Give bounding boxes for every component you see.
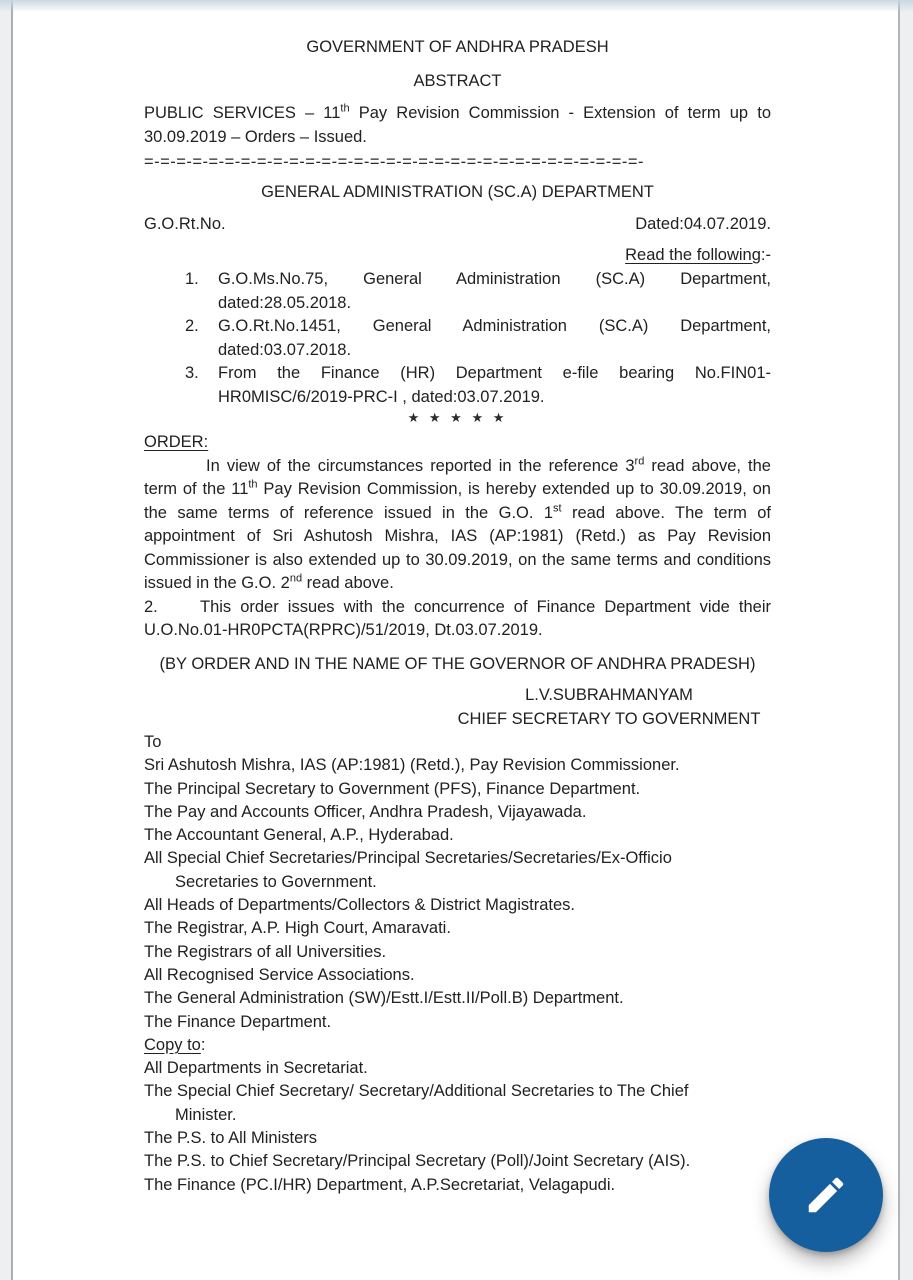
go-number-label: G.O.Rt.No. — [144, 215, 226, 233]
address-line: The General Administration (SW)/Estt.I/Estt.II/Poll.B) Department. — [144, 989, 624, 1008]
address-line: The P.S. to Chief Secretary/Principal Secretary (Poll)/Joint Secretary (AIS). — [144, 1152, 691, 1171]
page-left-margin — [0, 0, 13, 1280]
order-paragraph-2 — [144, 596, 771, 643]
edit-button[interactable] — [769, 1138, 883, 1252]
reference-number: 2. — [185, 317, 199, 335]
order-heading — [144, 431, 771, 455]
read-following-suffix: :- — [760, 245, 771, 264]
body-text: Pay Revision Commission, is hereby extended up to 30.09.2019, on the same terms of reference issued in the G.O. 1 — [144, 480, 771, 522]
reference-text: From the Finance (HR) Department e-file bearing No.FIN01-HR0MISC/6/2019-PRC-I , dated:03.07.2019. — [218, 364, 771, 406]
address-line: All Recognised Service Associations. — [144, 965, 415, 984]
read-following-label: Read the following — [625, 245, 761, 264]
address-line: The Registrars of all Universities. — [144, 942, 387, 961]
copy-to-suffix: : — [200, 1035, 206, 1054]
address-line: Sri Ashutosh Mishra, IAS (AP:1981) (Retd.), Pay Revision Commissioner. — [144, 756, 680, 775]
read-following-line — [144, 244, 771, 268]
ordinal-sup: rd — [634, 455, 645, 467]
address-line: All Heads of Departments/Collectors & District Magistrates. — [144, 896, 575, 915]
ordinal-sup: th — [340, 102, 350, 115]
document-page — [144, 36, 771, 1197]
ordinal-sup: th — [248, 478, 258, 491]
body-text: read above. — [302, 574, 394, 592]
pencil-icon — [803, 1172, 849, 1218]
stars-separator: ★ ★ ★ ★ ★ — [407, 410, 508, 425]
reference-number: 1. — [185, 270, 199, 288]
signatory-name: L.V.SUBRAHMANYAM — [525, 686, 693, 704]
to-label: To — [144, 733, 162, 751]
dated-label: Dated:04.07.2019. — [635, 215, 771, 233]
address-line-continuation: Minister. — [175, 1105, 237, 1124]
separator-line: =-=-=-=-=-=-=-=-=-=-=-=-=-=-=-=-=-=-=-=-=-=-=-=-=-=-=-=-=-=-=- — [144, 153, 645, 171]
address-line: The Accountant General, A.P., Hyderabad. — [144, 826, 454, 845]
body-text: read above. The term of appointment of Sri Ashutosh Mishra, IAS (AP:1981) (Retd.) as Pay Revision Commissioner is also extended up to 30.09.2019, on the same terms and conditions issued in the G.O. 2 — [144, 503, 771, 592]
signature-block — [453, 684, 765, 731]
org-title: GOVERNMENT OF ANDHRA PRADESH — [306, 38, 609, 56]
address-line: The Registrar, A.P. High Court, Amaravati. — [144, 919, 451, 938]
abstract-heading: ABSTRACT — [413, 71, 502, 90]
signatory-designation: CHIEF SECRETARY TO GOVERNMENT — [457, 709, 761, 728]
reference-text: G.O.Ms.No.75, General Administration (SC.A) Department, dated:28.05.2018. — [218, 270, 771, 312]
address-line: The Finance (PC.I/HR) Department, A.P.Secretariat, Velagapudi. — [144, 1175, 616, 1194]
reference-item — [185, 315, 771, 362]
address-line: The Pay and Accounts Officer, Andhra Pradesh, Vijayawada. — [144, 802, 587, 821]
reference-number: 3. — [185, 364, 199, 382]
body-text: In view of the circumstances reported in the reference 3 — [206, 456, 635, 475]
copy-to-label — [144, 1034, 771, 1057]
order-paragraph-1 — [144, 455, 771, 596]
body-text: This order issues with the concurrence of Finance Department vide their U.O.No.01-HR0PCTA(RPRC)/51/2019, Dt.03.07.2019. — [144, 597, 771, 639]
ordinal-sup: nd — [289, 572, 303, 585]
body-text: read above, the term of the 11 — [144, 456, 771, 498]
address-line: All Departments in Secretariat. — [144, 1059, 368, 1078]
address-line: The Principal Secretary to Government (PFS), Finance Department. — [144, 779, 641, 798]
ordinal-sup: st — [553, 502, 562, 514]
paragraph-number: 2. — [144, 597, 158, 616]
address-line-continuation: Secretaries to Government. — [175, 872, 377, 891]
department-heading: GENERAL ADMINISTRATION (SC.A) DEPARTMENT — [261, 182, 654, 201]
address-line: The P.S. to All Ministers — [144, 1129, 318, 1148]
subject-text: PUBLIC SERVICES – 11 — [144, 104, 341, 122]
references-list — [185, 268, 771, 409]
subject-paragraph — [144, 102, 771, 149]
subject-text: Pay Revision Commission - Extension of term up to 30.09.2019 – Orders – Issued. — [144, 104, 771, 146]
reference-item — [185, 268, 771, 315]
order-heading-label: ORDER: — [144, 433, 209, 451]
address-line: All Special Chief Secretaries/Principal Secretaries/Secretaries/Ex-Officio — [144, 849, 672, 868]
page-right-margin — [898, 0, 913, 1280]
go-number-row — [144, 213, 771, 237]
copy-to-label-text: Copy to — [144, 1035, 201, 1054]
by-order-line: (BY ORDER AND IN THE NAME OF THE GOVERNOR OF ANDHRA PRADESH) — [159, 654, 756, 673]
top-shadow — [0, 0, 913, 12]
address-line: The Finance Department. — [144, 1012, 332, 1031]
reference-item — [185, 362, 771, 409]
address-line: The Special Chief Secretary/ Secretary/Additional Secretaries to The Chief — [144, 1082, 689, 1101]
reference-text: G.O.Rt.No.1451, General Administration (SC.A) Department, dated:03.07.2018. — [218, 317, 771, 359]
